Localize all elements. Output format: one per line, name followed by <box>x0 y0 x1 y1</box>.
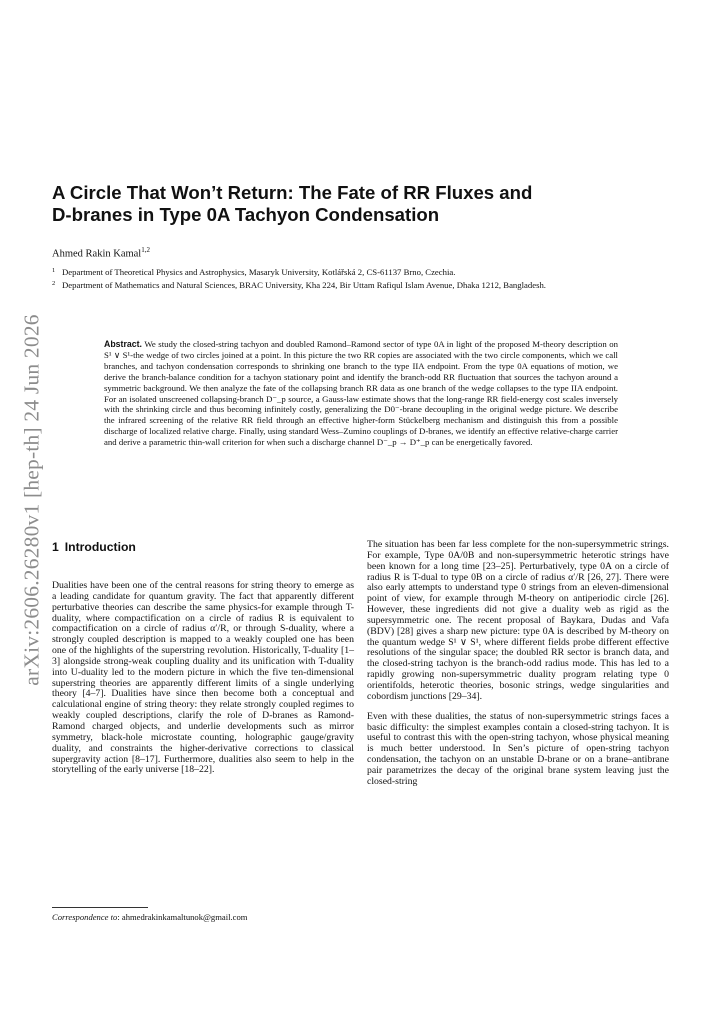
affiliation-text: Department of Theoretical Physics and Astrophysics, Masaryk University, Kotlářská 2, CS-61137 Brno, Czechia. <box>62 267 456 277</box>
arxiv-identifier-margin <box>14 300 50 700</box>
right-column <box>367 540 669 788</box>
correspondence-footnote: Correspondence to: ahmedrakinkamaltunok@gmail.com <box>52 912 248 922</box>
abstract-text: We study the closed-string tachyon and doubled Ramond–Ramond sector of type 0A in light of the proposed M-theory description on S¹ ∨ S¹-the wedge of two circles joined at a point. In this picture the two RR copies are associated with the two circle components, which we call branches, and tachyon condensation corresponds to shrinking one branch to the type IIA endpoint. From the type 0A equations of motion, we derive the branch-balance condition for a tachyon stationary point and identify the branch-odd RR fluctuation that sources the tachyon around a symmetric background. We then analyze the fate of the collapsing branch RR data as one branch of the wedge collapses to the type IIA endpoint. For an isolated unscreened collapsing-branch D⁻_p source, a Gauss-law estimate shows that the long-range RR field-energy cost scales inversely with the shrinking circle and thus becoming infinitely costly, generalizing the D0⁻-brane decoupling in the original wedge picture. We describe the infrared screening of the relative RR field through an effective higher-form Stückelberg mechanism and distinguish this from a possible discharge of localized relative charge. Finally, using standard Wess–Zumino couplings of D-branes, we identify an effective relative-charge carrier and derive a parametric thin-wall criterion for when such a discharge channel D⁻_p → D⁺_p can be energetically favored. <box>104 339 619 448</box>
paragraph: The situation has been far less complete for the non-supersymmetric strings. For example, Type 0A/0B and non-supersymmetric heterotic strings have been known for a long time [23–25]. Perturbatively, type 0A on a circle of radius R is T-dual to type 0B on a circle of radius α′/R [26, 27]. There were also early attempts to understand type 0 strings from an eleven-dimensional point of view, for example through M-theory on antiperiodic circle [26]. However, these ingredients did not give a duality web as rigid as the supersymmetric one. The recent proposal of Baykara, Dudas and Vafa (BDV) [28] gives a sharp new picture: type 0A is described by M-theory on the quantum wedge S¹ ∨ S¹, where different fields probe different effective resolutions of the singular space; the doubled RR sector is branch data, and the closed-string tachyon is the branch-odd radius mode. This has led to a rapidly growing non-supersymmetric duality program relating type 0 orientifolds, heterotic theories, bosonic strings, wedge singularities and cobordism junctions [29–34]. <box>367 539 669 702</box>
author-line <box>52 246 150 260</box>
correspondence-email: ahmedrakinkamaltunok@gmail.com <box>121 912 248 922</box>
affiliation-1 <box>52 267 674 278</box>
paragraph: Even with these dualities, the status of non-supersymmetric strings faces a basic difficulty: the simplest examples contain a closed-string tachyon. It is useful to contrast this with the open-string tachyon, whose physical meaning is much better understood. In Sen’s picture of open-string tachyon condensation, the tachyon on an unstable D-brane or on a brane–antibrane pair parametrizes the decay of the original brane system leaving just the closed-string <box>367 710 669 787</box>
section-number: 1 <box>52 540 59 554</box>
paragraph: Dualities have been one of the central reasons for string theory to emerge as a leading candidate for quantum gravity. The fact that apparently different perturbative theories can describe the same physics-for example through T-duality, where compactification on a circle of radius R is equivalent to compactification on a circle of radius α′/R, or through S-duality, where a strongly coupled description is mapped to a weakly coupled one has been one of the highlights of the superstring revolution. Historically, T-duality [1–3] alongside strong-weak coupling duality and its unification with T-duality into U-duality led to the modern picture in which the five ten-dimensional superstring theories are apparently different limits of a single underlying theory [4–7]. Dualities have since then become both a conceptual and calculational engine of string theory: they relate strongly coupled regimes to weakly coupled descriptions, clarify the role of D-branes as Ramond-Ramond charged objects, and underlie developments such as mirror symmetry, black-hole microstate counting, holographic gauge/gravity duality, and constraints the higher-derivative corrections to classical supergravity action [8–17]. Furthermore, dualities also seem to help in the storytelling of the early universe [18–22]. <box>52 580 354 776</box>
arxiv-identifier: arXiv:2606.26280v1 [hep-th] 24 Jun 2026 <box>19 314 44 686</box>
author-affiliation-marks: 1,2 <box>141 246 150 254</box>
left-column <box>52 540 354 776</box>
abstract-label: Abstract. <box>104 339 142 349</box>
section-heading-introduction <box>52 540 354 554</box>
section-title: Introduction <box>64 540 136 554</box>
title-line-2: D-branes in Type 0A Tachyon Condensation <box>52 204 440 225</box>
affiliation-number: 1 <box>52 267 56 274</box>
footnote-label: Correspondence to <box>52 912 118 922</box>
title-line-1: A Circle That Won’t Return: The Fate of RR Fluxes and <box>52 182 533 203</box>
abstract <box>104 339 618 448</box>
affiliation-2 <box>52 280 674 291</box>
paper-title <box>52 182 672 226</box>
affiliation-text: Department of Mathematics and Natural Sciences, BRAC University, Kha 224, Bir Uttam Rafiqul Islam Avenue, Dhaka 1212, Bangladesh. <box>62 280 546 290</box>
author-name: Ahmed Rakin Kamal <box>52 248 142 260</box>
footnote-rule <box>52 907 148 908</box>
affiliation-number: 2 <box>52 280 56 287</box>
